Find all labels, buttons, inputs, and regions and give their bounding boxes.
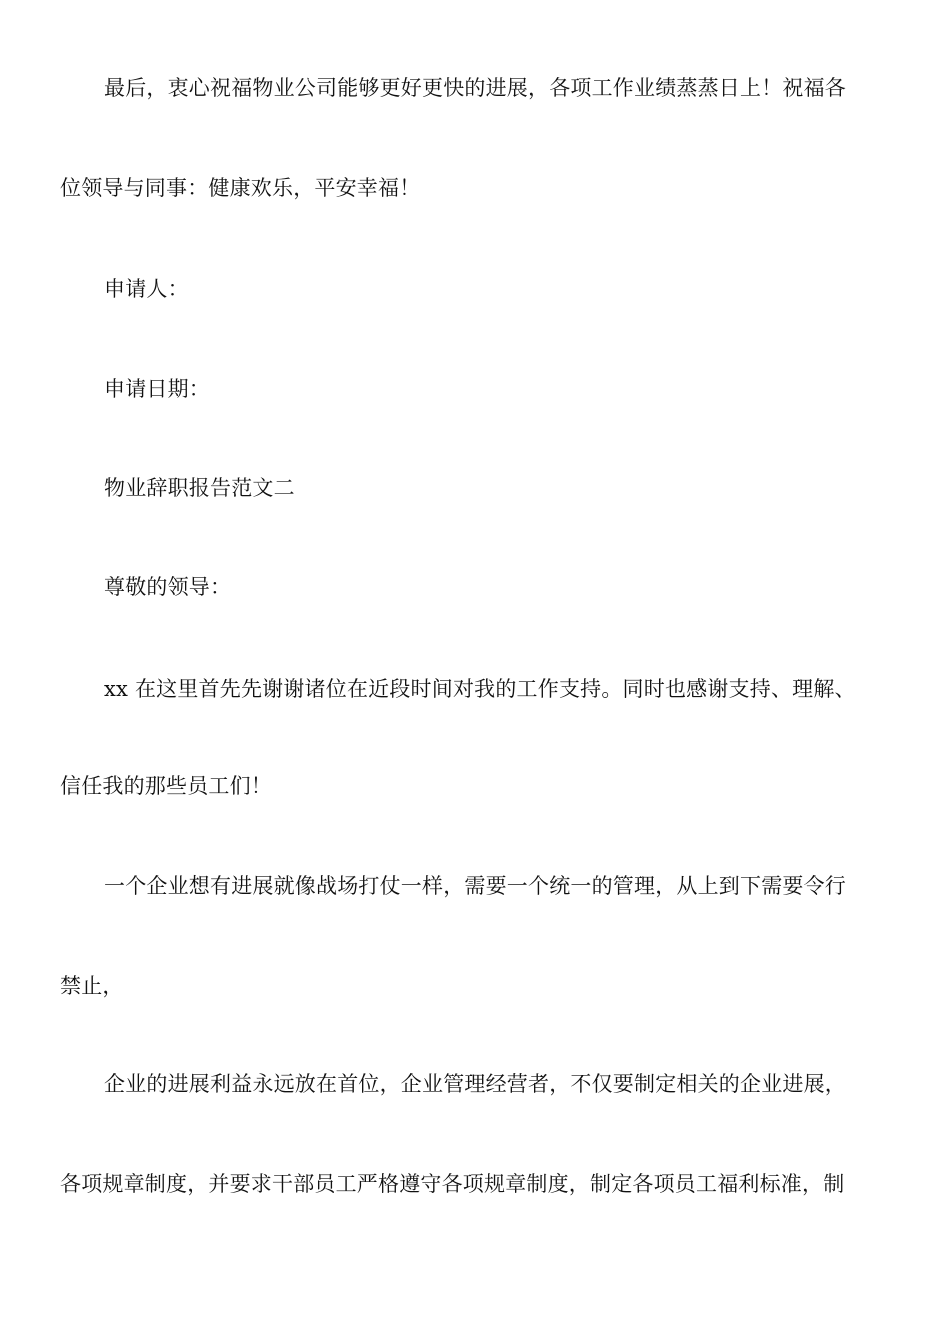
paragraph-closing-line-1: 最后，衷心祝福物业公司能够更好更快的进展，各项工作业绩蒸蒸日上！祝福各 xyxy=(104,76,846,100)
paragraph-thanks-line-2: 信任我的那些员工们！ xyxy=(60,774,272,798)
paragraph-closing-line-2: 位领导与同事：健康欢乐，平安幸福！ xyxy=(60,176,421,200)
section-heading: 物业辞职报告范文二 xyxy=(104,476,295,500)
applicant-label: 申请人： xyxy=(104,277,189,301)
paragraph-management-line-1: 一个企业想有进展就像战场打仗一样，需要一个统一的管理，从上到下需要令行 xyxy=(104,874,846,898)
paragraph-rules-line-1: 企业的进展利益永远放在首位，企业管理经营者，不仅要制定相关的企业进展， xyxy=(104,1072,846,1096)
paragraph-rules-line-2: 各项规章制度，并要求干部员工严格遵守各项规章制度，制定各项员工福利标准，制 xyxy=(60,1172,845,1196)
salutation: 尊敬的领导： xyxy=(104,575,232,599)
paragraph-management-line-2: 禁止， xyxy=(60,974,124,998)
paragraph-thanks-line-1: xx 在这里首先先谢谢诸位在近段时间对我的工作支持。同时也感谢支持、理解、 xyxy=(104,677,856,701)
application-date-label: 申请日期： xyxy=(104,377,210,401)
